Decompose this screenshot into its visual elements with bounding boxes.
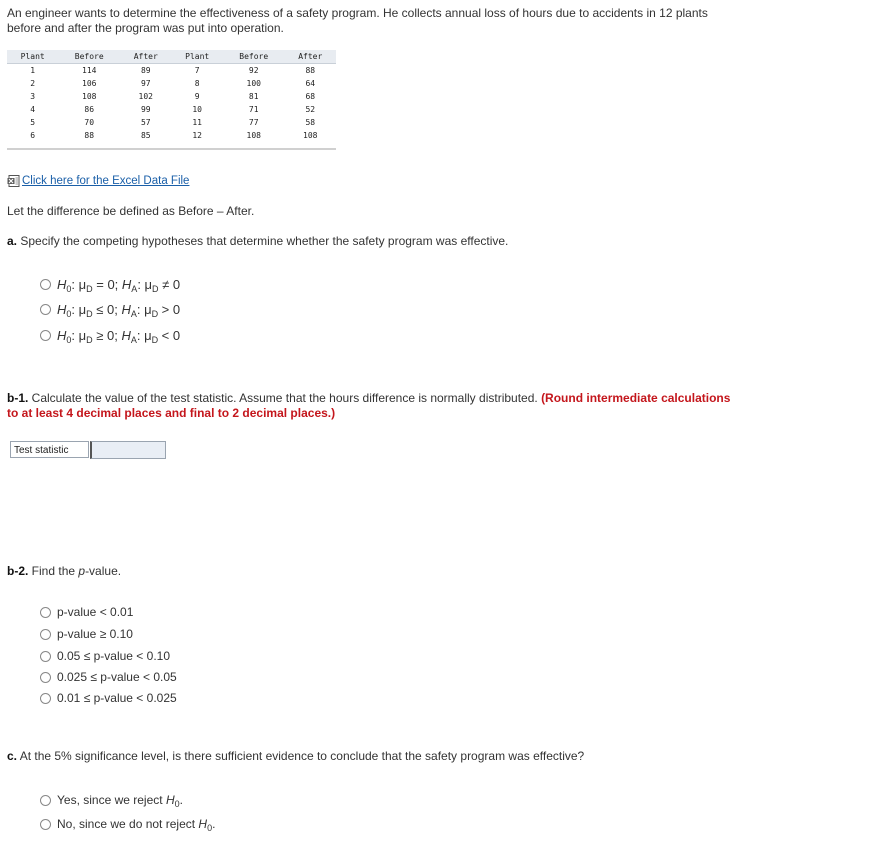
hypothesis-option-3[interactable]	[40, 328, 180, 343]
part-a-question	[7, 234, 508, 248]
radio-button[interactable]	[40, 304, 51, 315]
h0-subscript: 0	[207, 823, 213, 833]
data-table	[7, 50, 336, 142]
conclusion-text	[57, 817, 215, 831]
ha-operator: > 0	[158, 302, 181, 317]
table-cell: 11	[192, 118, 202, 127]
table-cell: 108	[246, 131, 261, 140]
conclusion-phrase: Yes, since we reject	[57, 793, 166, 807]
part-c-text: At the 5% significance level, is there sufficient evidence to conclude that the safety program was effective?	[17, 749, 585, 763]
ha-symbol: H	[121, 328, 131, 343]
period: .	[212, 817, 216, 831]
rounding-note-1: (Round intermediate calculations	[541, 391, 731, 405]
table-cell: 57	[140, 118, 151, 127]
table-cell: 52	[305, 105, 316, 114]
h0-subscript: 0	[66, 309, 72, 319]
pvalue-option-4[interactable]	[40, 670, 177, 684]
difference-definition: Let the difference be defined as Before – After.	[7, 204, 255, 218]
table-cell: 8	[194, 79, 200, 88]
conclusion-option-yes[interactable]	[40, 793, 183, 807]
table-row	[7, 116, 336, 129]
h0-symbol: H	[57, 328, 67, 343]
hypothesis-option-2[interactable]	[40, 302, 180, 317]
part-c-label: c.	[7, 749, 18, 763]
h0-subscript: 0	[174, 799, 180, 809]
ha-symbol: H	[121, 302, 131, 317]
column-header: After	[120, 50, 171, 64]
period: .	[179, 793, 183, 807]
table-row	[7, 129, 336, 142]
part-b2-label: b-2.	[7, 564, 29, 578]
test-statistic-label: Test statistic	[10, 441, 89, 458]
h0-operator: ≤ 0;	[92, 302, 122, 317]
table-cell: 81	[248, 92, 259, 101]
part-b2-question	[7, 564, 121, 578]
table-cell: 58	[305, 118, 316, 127]
pvalue-option-5[interactable]	[40, 691, 177, 705]
mu-symbol: : μ	[136, 328, 152, 343]
table-cell: 68	[305, 92, 316, 101]
pvalue-option-text: 0.025 ≤ p-value < 0.05	[57, 670, 177, 684]
table-cell: 97	[140, 79, 151, 88]
h0-symbol: H	[165, 793, 175, 807]
radio-button[interactable]	[40, 819, 51, 830]
conclusion-phrase: No, since we do not reject	[57, 817, 199, 831]
ha-operator: < 0	[158, 328, 181, 343]
part-b2-p: p	[78, 564, 86, 578]
pvalue-option-text: 0.05 ≤ p-value < 0.10	[57, 649, 170, 663]
table-cell: 108	[303, 131, 318, 140]
d-subscript: D	[151, 335, 159, 345]
pvalue-option-2[interactable]	[40, 627, 133, 641]
part-b2-text-pre: Find the	[28, 564, 79, 578]
column-header: Plant	[7, 50, 58, 64]
table-cell: 9	[194, 92, 200, 101]
table-cell: 99	[140, 105, 151, 114]
mu-symbol: : μ	[137, 277, 153, 292]
column-header: Plant	[171, 50, 222, 64]
table-cell: 114	[82, 66, 97, 75]
h0-symbol: H	[198, 817, 208, 831]
table-cell: 102	[138, 92, 153, 101]
table-row	[7, 77, 336, 90]
table-cell: 100	[246, 79, 261, 88]
part-a-label: a.	[7, 234, 18, 248]
d-subscript: D	[151, 309, 159, 319]
table-cell: 6	[30, 131, 36, 140]
table-cell: 88	[84, 131, 95, 140]
conclusion-text	[57, 793, 183, 807]
ha-operator: ≠ 0	[158, 277, 181, 292]
radio-button[interactable]	[40, 607, 51, 618]
table-cell: 2	[30, 79, 36, 88]
table-cell: 5	[30, 118, 36, 127]
part-c-question	[7, 749, 584, 763]
h0-subscript: 0	[66, 335, 72, 345]
intro-line-2: before and after the program was put into operation.	[7, 21, 284, 35]
test-statistic-input[interactable]	[90, 441, 166, 459]
hypothesis-option-1[interactable]	[40, 277, 180, 292]
radio-button[interactable]	[40, 651, 51, 662]
pvalue-option-3[interactable]	[40, 649, 170, 663]
d-subscript: D	[86, 335, 93, 345]
table-cell: 92	[248, 66, 259, 75]
table-cell: 85	[140, 131, 151, 140]
h0-operator: = 0;	[92, 277, 122, 292]
table-cell: 7	[194, 66, 200, 75]
ha-subscript: A	[130, 309, 137, 319]
column-header: Before	[223, 50, 285, 64]
table-cell: 70	[84, 118, 95, 127]
radio-button[interactable]	[40, 629, 51, 640]
part-a-text: Specify the competing hypotheses that determine whether the safety program was effective.	[17, 234, 509, 248]
table-cell: 3	[30, 92, 36, 101]
column-header: Before	[58, 50, 120, 64]
conclusion-option-no[interactable]	[40, 817, 215, 831]
mu-symbol: : μ	[71, 277, 87, 292]
table-cell: 12	[192, 131, 202, 140]
table-cell: 106	[82, 79, 97, 88]
rounding-note-2: to at least 4 decimal places and final to 2 decimal places.)	[7, 406, 336, 420]
ha-subscript: A	[130, 335, 137, 345]
radio-button[interactable]	[40, 672, 51, 683]
mu-symbol: : μ	[136, 302, 152, 317]
d-subscript: D	[86, 309, 93, 319]
table-cell: 10	[192, 105, 202, 114]
table-scrollbar[interactable]	[7, 148, 336, 150]
excel-file-icon[interactable]	[7, 175, 20, 187]
ha-subscript: A	[131, 284, 138, 294]
table-cell: 4	[30, 105, 36, 114]
table-cell: 88	[305, 66, 316, 75]
radio-button[interactable]	[40, 279, 51, 290]
radio-button[interactable]	[40, 693, 51, 704]
pvalue-option-text: p-value < 0.01	[57, 605, 134, 619]
part-b1-label: b-1.	[7, 391, 29, 405]
h0-operator: ≥ 0;	[92, 328, 122, 343]
pvalue-option-text: 0.01 ≤ p-value < 0.025	[57, 691, 177, 705]
pvalue-option-1[interactable]	[40, 605, 133, 619]
radio-button[interactable]	[40, 330, 51, 341]
intro-line-1: An engineer wants to determine the effectiveness of a safety program. He collects annual loss of hours due to accidents in 12 plants	[7, 6, 708, 20]
radio-button[interactable]	[40, 795, 51, 806]
table-header-row	[7, 50, 336, 64]
d-subscript: D	[86, 284, 93, 294]
table-cell: 64	[305, 79, 316, 88]
part-b1-question	[7, 391, 867, 421]
table-cell: 1	[30, 66, 36, 75]
column-header: After	[285, 50, 336, 64]
mu-symbol: : μ	[71, 328, 87, 343]
table-row	[7, 90, 336, 103]
h0-symbol: H	[57, 277, 67, 292]
table-row	[7, 103, 336, 116]
part-b2-text-post: -value.	[85, 564, 122, 578]
h0-symbol: H	[57, 302, 67, 317]
table-row	[7, 64, 336, 78]
part-b1-text: Calculate the value of the test statistic. Assume that the hours difference is normally distributed.	[28, 391, 542, 405]
h0-subscript: 0	[66, 284, 72, 294]
table-cell: 86	[84, 105, 95, 114]
hypothesis-text	[57, 277, 180, 292]
table-cell: 108	[82, 92, 97, 101]
table-cell: 71	[248, 105, 259, 114]
hypothesis-text	[57, 302, 180, 317]
table-cell: 89	[140, 66, 151, 75]
mu-symbol: : μ	[71, 302, 87, 317]
problem-intro	[7, 6, 767, 36]
pvalue-option-text: p-value ≥ 0.10	[57, 627, 133, 641]
table-cell: 77	[248, 118, 259, 127]
ha-symbol: H	[121, 277, 132, 292]
excel-data-link[interactable]: Click here for the Excel Data File	[22, 175, 190, 187]
d-subscript: D	[152, 284, 159, 294]
hypothesis-text	[57, 328, 180, 343]
